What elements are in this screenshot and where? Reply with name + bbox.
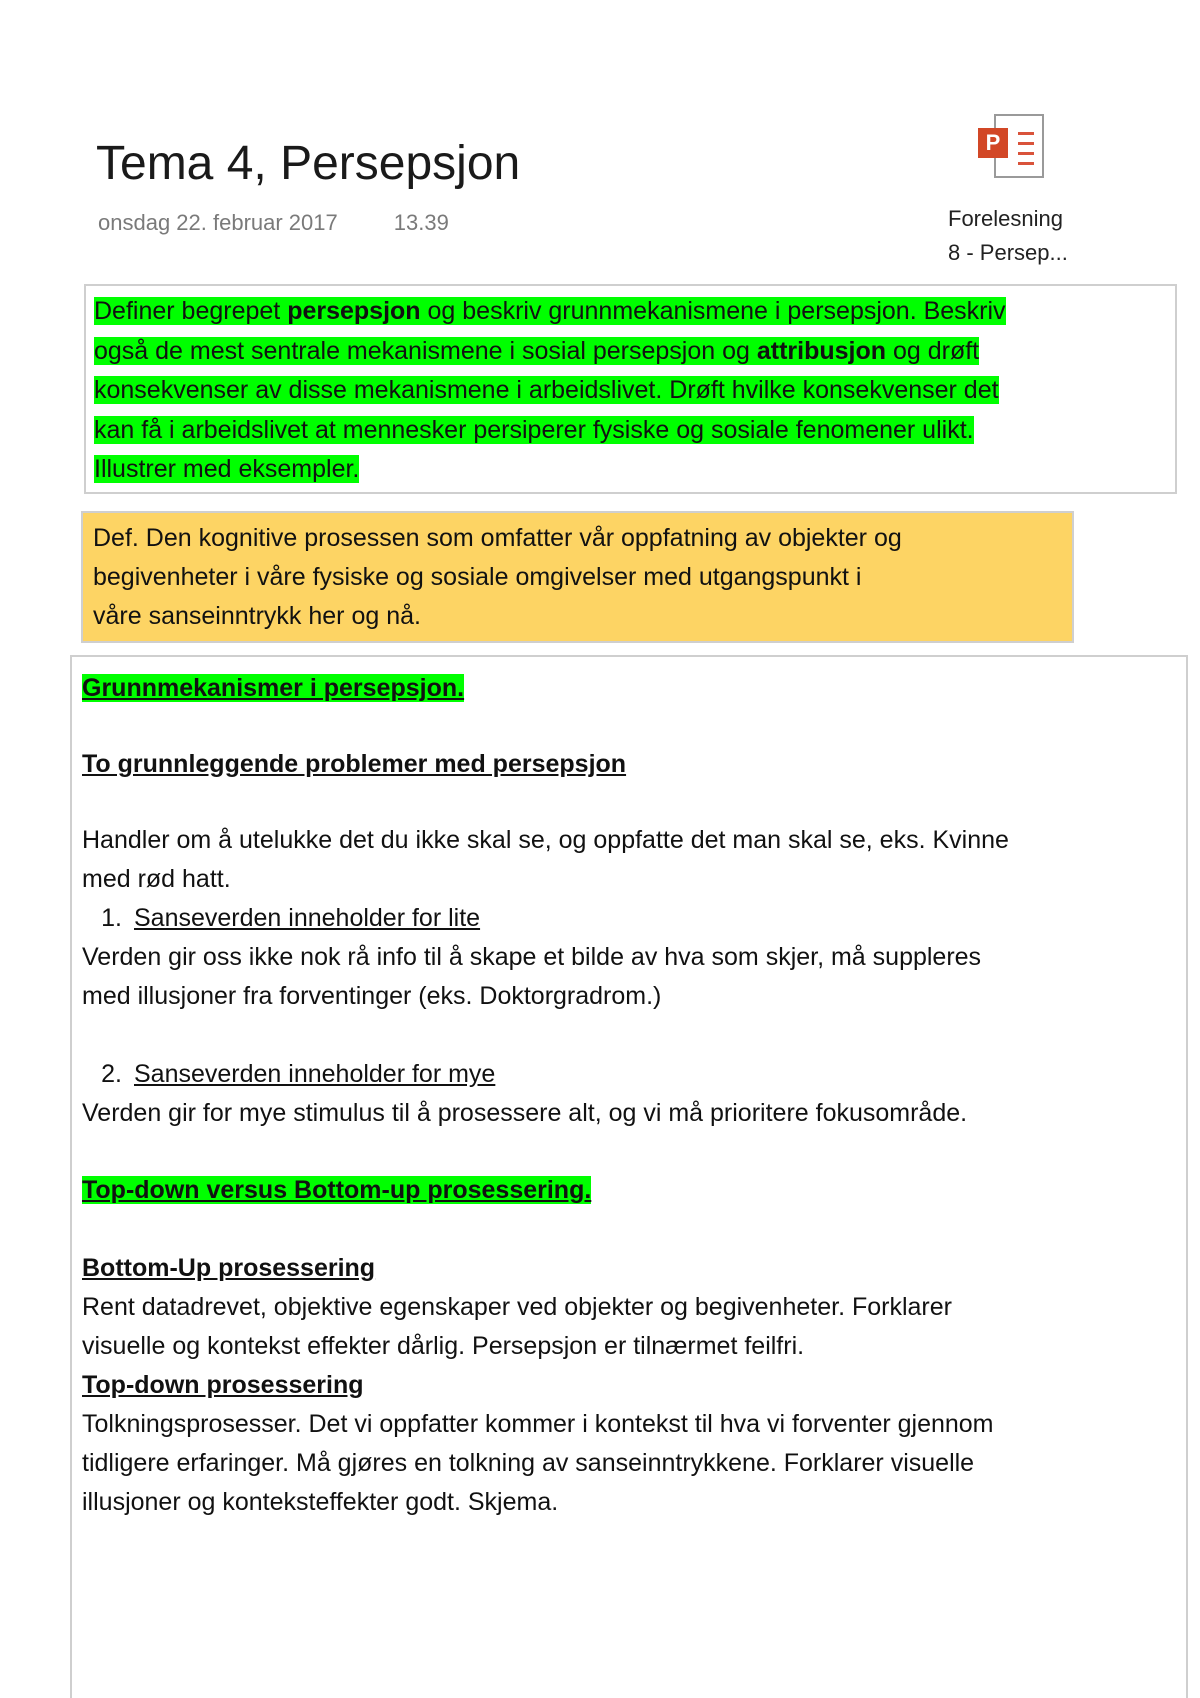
question-line: konsekvenser av disse mekanismene i arbeidslivet. Drøft hvilke konsekvenser det bbox=[94, 376, 999, 404]
definition-box[interactable] bbox=[81, 511, 1074, 643]
notes-paragraph: med illusjoner fra forventinger (eks. Doktorgradrom.) bbox=[82, 982, 662, 1010]
notes-paragraph: Tolkningsprosesser. Det vi oppfatter kommer i kontekst til hva vi forventer gjennom bbox=[82, 1410, 994, 1438]
attachment-caption-line2: 8 - Persep... bbox=[948, 240, 1068, 265]
list-item-1 bbox=[82, 899, 480, 938]
list-item-label: Sanseverden inneholder for mye bbox=[134, 1060, 496, 1088]
attachment-caption-line1: Forelesning bbox=[948, 206, 1063, 231]
page-timestamp bbox=[98, 210, 449, 236]
question-line: Illustrer med eksempler. bbox=[94, 455, 360, 483]
page-title: Tema 4, Persepsjon bbox=[96, 137, 521, 190]
notes-paragraph: tidligere erfaringer. Må gjøres en tolkning av sanseinntrykkene. Forklarer visuelle bbox=[82, 1449, 975, 1477]
question-text bbox=[94, 292, 1167, 490]
heading-text: Top-down versus Bottom-up prosessering. bbox=[82, 1176, 592, 1204]
notes-subheading-top-down: Top-down prosessering bbox=[82, 1371, 364, 1399]
notes-paragraph: illusjoner og konteksteffekter godt. Skjema. bbox=[82, 1488, 559, 1516]
notes-paragraph: visuelle og kontekst effekter dårlig. Persepsjon er tilnærmet feilfri. bbox=[82, 1332, 805, 1360]
definition-line: våre sanseinntrykk her og nå. bbox=[93, 602, 421, 630]
notes-paragraph: Verden gir for mye stimulus til å prosessere alt, og vi må prioritere fokusområde. bbox=[82, 1099, 968, 1127]
question-term-persepsjon: persepsjon bbox=[287, 297, 421, 325]
question-part: og drøft bbox=[886, 336, 980, 365]
question-part: også de mest sentrale mekanismene i sosial persepsjon og bbox=[94, 336, 757, 365]
list-number: 1. bbox=[101, 904, 122, 932]
list-number: 2. bbox=[101, 1060, 122, 1088]
question-part: Definer begrepet bbox=[94, 297, 288, 325]
question-part: og beskriv grunnmekanismene i persepsjon. Beskriv bbox=[420, 297, 1006, 325]
definition-line: Def. Den kognitive prosessen som omfatter vår oppfatning av objekter og bbox=[93, 524, 902, 552]
notes-paragraph: Verden gir oss ikke nok rå info til å skape et bilde av hva som skjer, må suppleres bbox=[82, 943, 982, 971]
page-date: onsdag 22. februar 2017 bbox=[98, 210, 338, 235]
notes-subheading-bottom-up: Bottom-Up prosessering bbox=[82, 1254, 376, 1282]
definition-line: begivenheter i våre fysiske og sosiale omgivelser med utgangspunkt i bbox=[93, 563, 862, 591]
powerpoint-badge: P bbox=[978, 128, 1008, 158]
notes-heading-topdown-bottomup bbox=[82, 1171, 591, 1210]
attachment-caption bbox=[948, 202, 1068, 270]
page-time: 13.39 bbox=[393, 210, 449, 235]
question-line: kan få i arbeidslivet at mennesker persiperer fysiske og sosiale fenomener ulikt. bbox=[94, 415, 974, 444]
notes-paragraph: med rød hatt. bbox=[82, 865, 231, 893]
heading-text: Grunnmekanismer i persepsjon. bbox=[82, 674, 465, 702]
question-box[interactable] bbox=[84, 284, 1177, 494]
notes-heading-grunnmekanismer bbox=[82, 669, 464, 708]
notes-paragraph: Handler om å utelukke det du ikke skal se, og oppfatte det man skal se, eks. Kvinne bbox=[82, 826, 1009, 854]
notes-container[interactable] bbox=[70, 655, 1188, 1698]
powerpoint-file-icon bbox=[978, 112, 1048, 180]
list-item-2 bbox=[82, 1055, 495, 1094]
question-term-attribusjon: attribusjon bbox=[756, 336, 887, 365]
notes-subheading-problems: To grunnleggende problemer med persepsjon bbox=[82, 750, 627, 778]
notes-paragraph: Rent datadrevet, objektive egenskaper ved objekter og begivenheter. Forklarer bbox=[82, 1293, 952, 1321]
list-item-label: Sanseverden inneholder for lite bbox=[134, 904, 481, 932]
